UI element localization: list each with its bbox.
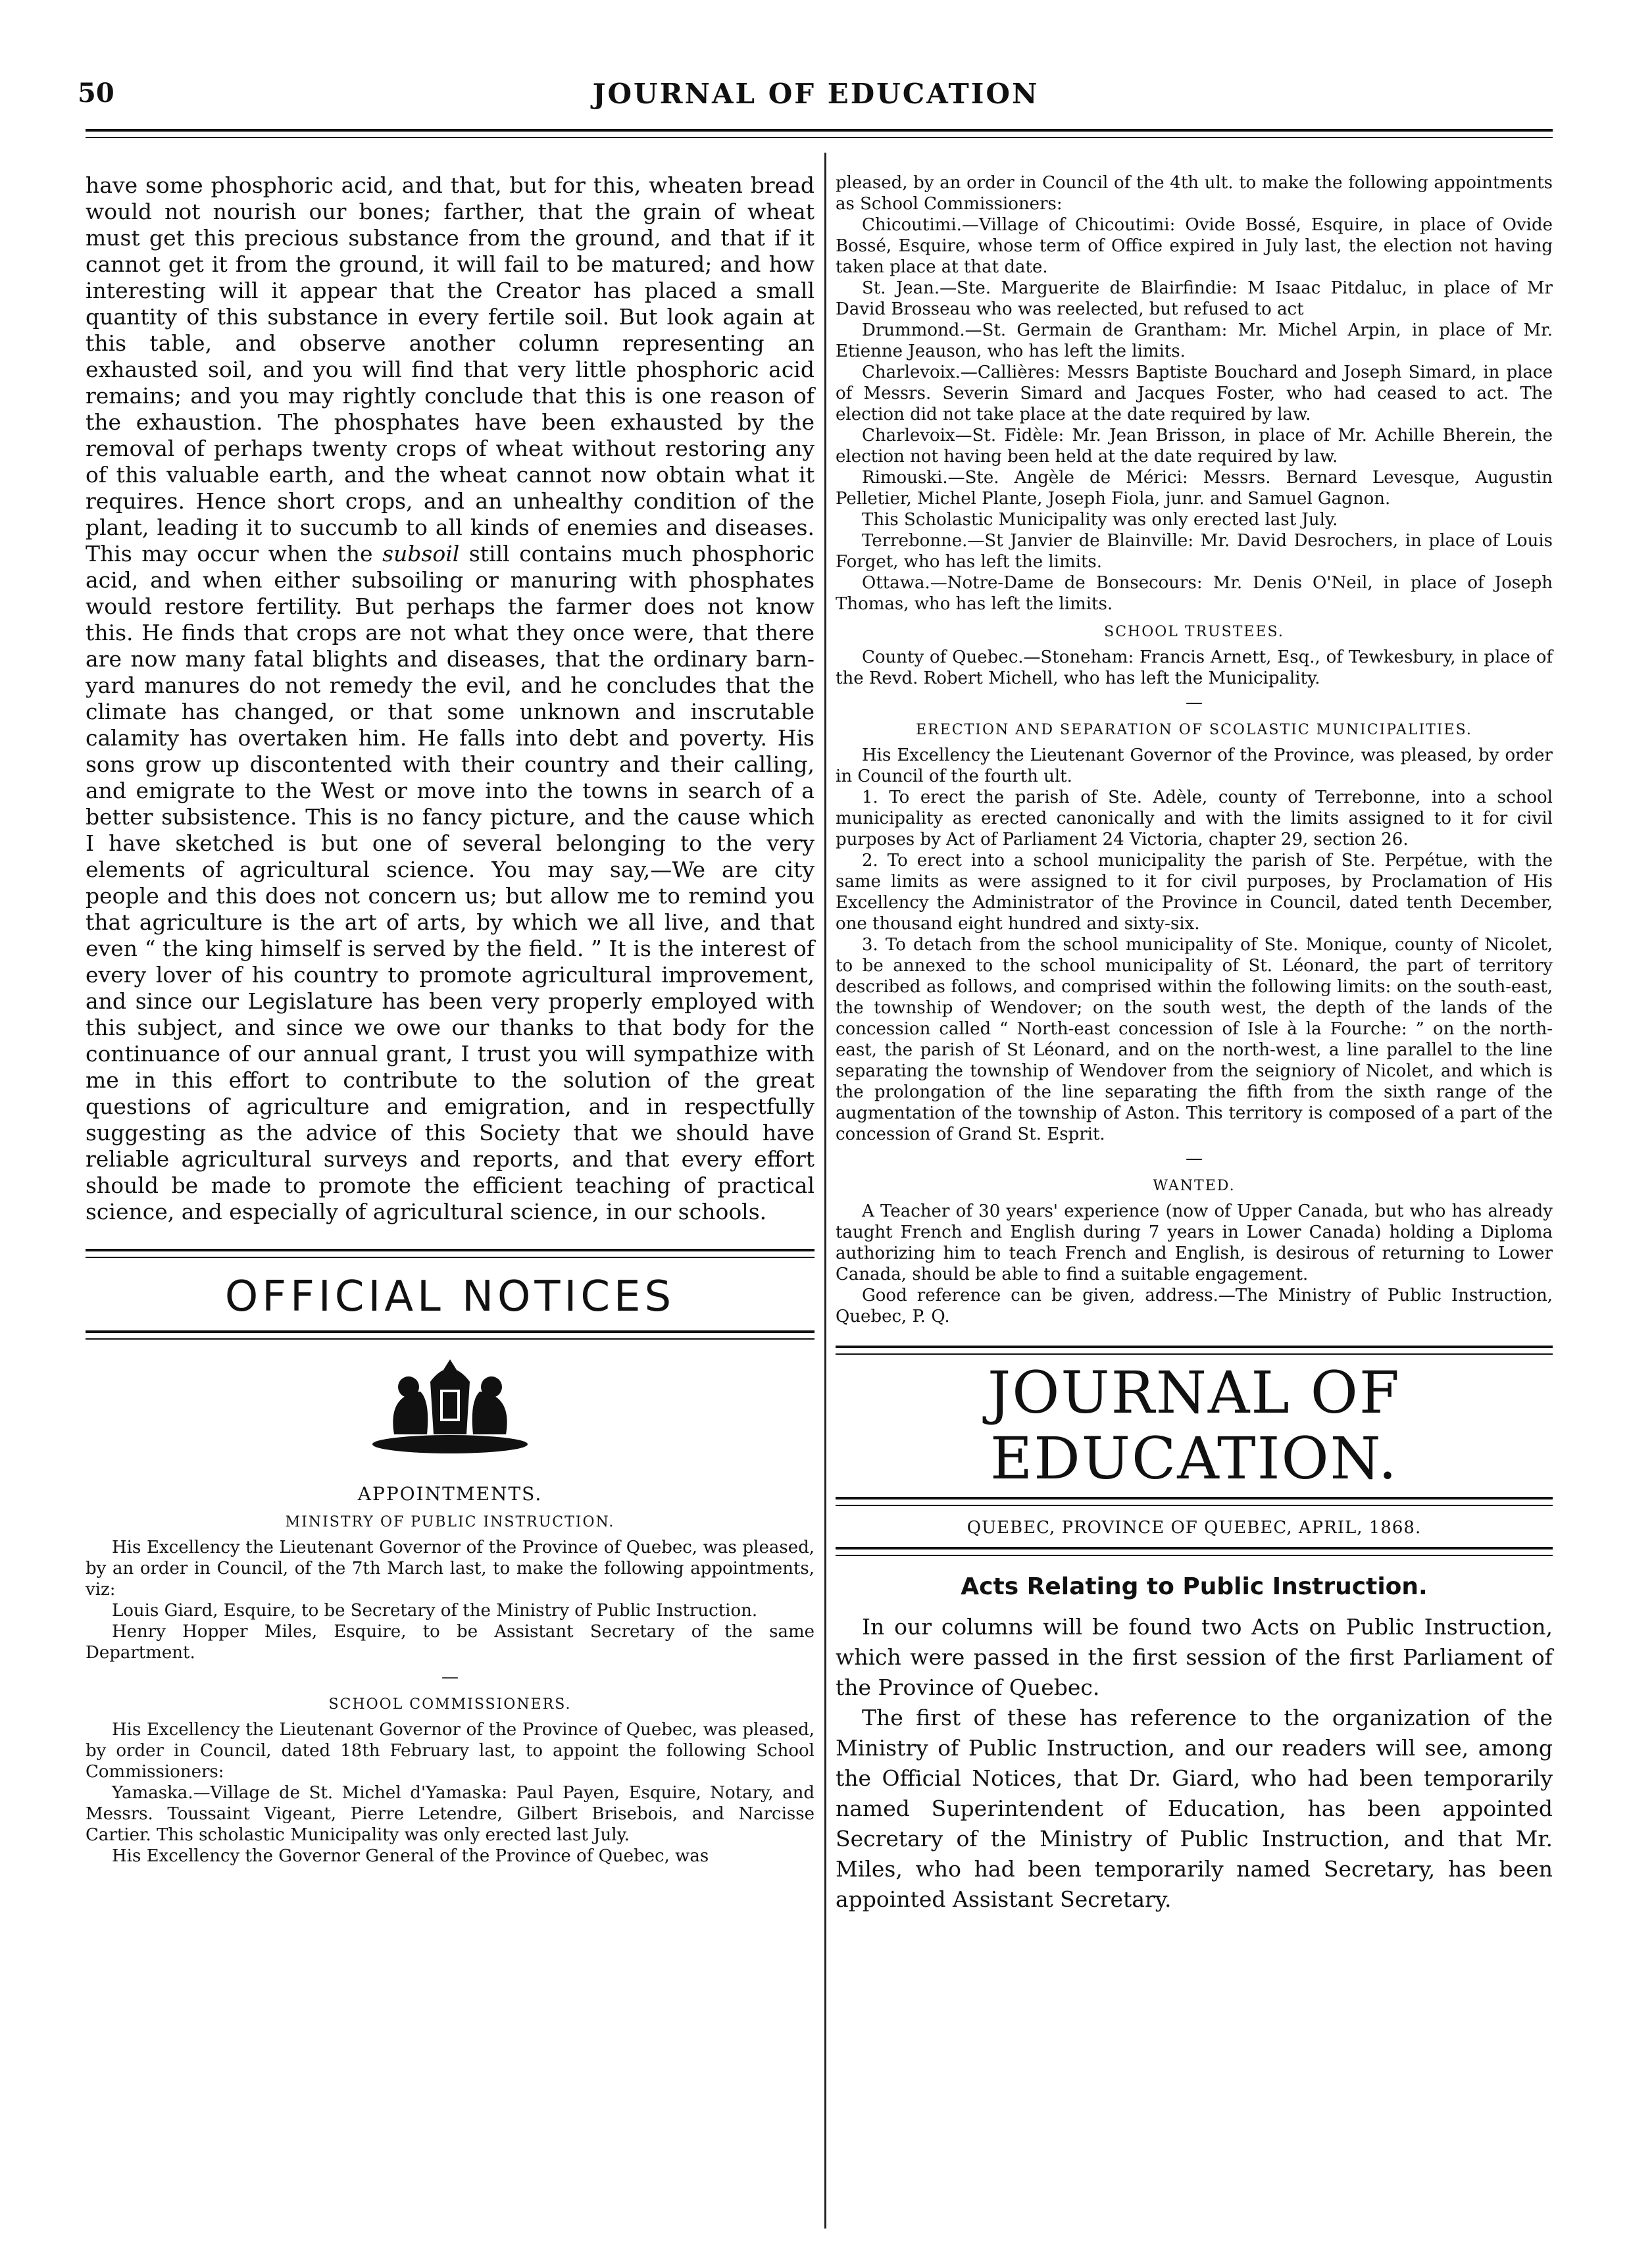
notice-paragraph: Good reference can be given, address.—The Ministry of Public Instruction, Quebec, P. Q. <box>836 1286 1553 1326</box>
wanted-heading: WANTED. <box>1153 1178 1236 1194</box>
erection-heading: ERECTION AND SEPARATION OF SCOLASTIC MUNICIPALITIES. <box>916 722 1472 738</box>
article-text-part-1: have some phosphoric acid, and that, but for this, wheaten bread would not nourish our bones; farther, that the grain of wheat must get this precious substance from the ground, and that if it cannot get it from the ground, it will fail to be matured; and how interesting will it appear that the Creator has placed a small quantity of this substance in every fertile soil. But look again at this table, and observe another column representing an exhausted soil, and you will find that very little phosphoric acid remains; and you may rightly conclude that this is one reason of the exhaustion. The phosphates have been exhausted by the removal of perhaps twenty crops of wheat without restoring any of this valuable earth, and the wheat cannot now obtain what it requires. Hence short crops, and an unhealthy condition of the plant, leading it to succumb to all kinds of enemies and diseases. This may occur when the <box>86 172 814 567</box>
notice-paragraph: His Excellency the Lieutenant Governor of the Province, was pleased, by order in Council of the fourth ult. <box>836 745 1553 786</box>
commissioner-appointments <box>836 172 1553 615</box>
page-header <box>72 78 1559 117</box>
header-rule-bottom <box>86 137 1553 138</box>
page-number: 50 <box>78 78 114 109</box>
separator-dash: — <box>1186 693 1203 713</box>
notice-paragraph: Chicoutimi.—Village of Chicoutimi: Ovide Bossé, Esquire, in place of Ovide Bossé, Esquire, whose term of Office expired in July last, the election not having taken place at that date. <box>836 215 1553 277</box>
acts-article <box>836 1612 1553 1915</box>
notice-paragraph: His Excellency the Governor General of the Province of Quebec, was <box>112 1846 709 1866</box>
notice-paragraph: Charlevoix—St. Fidèle: Mr. Jean Brisson, in place of Mr. Achille Bherein, the election not having been held at the date required by law. <box>836 426 1553 466</box>
notice-paragraph: Drummond.—St. Germain de Grantham: Mr. Michel Arpin, in place of Mr. Etienne Jeauson, who has left the limits. <box>836 320 1553 361</box>
notice-paragraph: pleased, by an order in Council of the 4th ult. to make the following appointments as School Commissioners: <box>836 173 1553 214</box>
official-notices-title: OFFICIAL NOTICES <box>224 1273 676 1321</box>
dateline: QUEBEC, PROVINCE OF QUEBEC, APRIL, 1868. <box>966 1518 1422 1538</box>
right-column <box>836 172 1553 1915</box>
notice-paragraph: His Excellency the Lieutenant Governor of the Province of Quebec, was pleased, by an order in Council, of the 7th March last, to make the following appointments, viz: <box>86 1538 814 1600</box>
erection-notices <box>836 745 1553 1145</box>
commissioner-notices <box>86 1719 814 1867</box>
article-paragraph: In our columns will be found two Acts on Public Instruction, which were passed in the first session of the first Parliament of the Province of Quebec. <box>836 1614 1553 1700</box>
section-rule <box>836 1497 1553 1506</box>
section-rule <box>836 1547 1553 1556</box>
article-text-part-2: still contains much phosphoric acid, and when either subsoiling or manuring with phosphates would restore fertility. But perhaps the farmer does not know this. He finds that crops are not what they once were, that there are now many fatal blights and diseases, that the ordinary barn-yard manures do not remedy the evil, and he concludes that the climate has changed, or that some unknown and inscrutable calamity has overtaken him. He falls into debt and poverty. His sons grow up discontented with their country and their calling, and emigrate to the West or move into the towns in search of a better subsistence. This is no fancy picture, and the cause which I have sketched is but one of several belonging to the very elements of agricultural science. You may say,—We are city people and this does not concern us; but allow me to remind you that agriculture is the art of arts, by which we all live, and that even “ the king himself is served by the field. ” It is the interest of every lover of his country to promote agricultural improvement, and since our Legislature has been very properly employed with this subject, and since we owe our thanks to that body for the continuance of our annual grant, I trust you will sympathize with me in this effort to contribute to the solution of the great questions of agriculture and emigration, and in respectfully suggesting as the advice of this Society that we should have reliable agricultural surveys and reports, and that every effort should be made to promote the efficient teaching of practical science, and especially of agricultural science, in our schools. <box>86 541 815 1224</box>
notice-paragraph: Rimouski.—Ste. Angèle de Mérici: Messrs. Bernard Levesque, Augustin Pelletier, Michel Plante, Joseph Fiola, junr. and Samuel Gagnon. <box>836 468 1553 509</box>
notice-paragraph: 3. To detach from the school municipality of Ste. Monique, county of Nicolet, to be annexed to the school municipality of St. Léonard, the part of territory described as follows, and comprised within the following limits: on the south-east, the township of Wendover; on the south west, the depth of the lands of the concession called “ North-east concession of Isle à la Fourche: ” on the north-east, the parish of St Léonard, and on the north-west, a line parallel to the line separating the township of Wendover from the seigniory of Nicolet, and which is the prolongation of the line separating the fifth from the sixth range of the augmentation of the township of Aston. This territory is composed of a part of the concession of Grand St. Esprit. <box>836 935 1553 1144</box>
notice-paragraph: Terrebonne.—St Janvier de Blainville: Mr. David Desrochers, in place of Louis Forget, who has left the limits. <box>836 531 1553 572</box>
journal-section-title: JOURNAL OF EDUCATION. <box>987 1359 1401 1492</box>
header-rule-top <box>86 129 1553 132</box>
notice-paragraph: St. Jean.—Ste. Marguerite de Blairfindie: M Isaac Pitdaluc, in place of Mr David Brosseau who was reelected, but refused to act <box>836 278 1553 319</box>
article-italic-subsoil: subsoil <box>382 541 460 567</box>
wanted-notice <box>836 1201 1553 1327</box>
notice-paragraph: This Scholastic Municipality was only erected last July. <box>862 510 1338 530</box>
school-commissioners-heading: SCHOOL COMMISSIONERS. <box>328 1696 572 1713</box>
agriculture-article <box>86 172 814 1225</box>
appointments-heading: APPOINTMENTS. <box>357 1483 543 1505</box>
trustees-notice <box>836 647 1553 689</box>
journal-running-title: JOURNAL OF EDUCATION <box>592 78 1040 110</box>
notice-paragraph: Charlevoix.—Callières: Messrs Baptiste Bouchard and Joseph Simard, in place of Messrs. Severin Simard and Jacques Foster, who had ceased to act. The election did not take place at the date required by law. <box>836 363 1553 424</box>
royal-crest-icon <box>368 1355 532 1467</box>
ministry-notices <box>86 1537 814 1663</box>
notice-paragraph: 1. To erect the parish of Ste. Adèle, county of Terrebonne, into a school municipality as erected canonically and with the limits assigned to it for civil purposes by Act of Parliament 24 Victoria, chapter 29, section 26. <box>836 788 1553 849</box>
notice-paragraph: Yamaska.—Village de St. Michel d'Yamaska: Paul Payen, Esquire, Notary, and Messrs. Toussaint Vigeant, Pierre Letendre, Gilbert Brisebois, and Narcisse Cartier. This scholastic Municipality was only erected last July. <box>86 1783 814 1845</box>
left-column <box>86 172 814 1867</box>
section-rule <box>836 1346 1553 1355</box>
notice-paragraph: Henry Hopper Miles, Esquire, to be Assistant Secretary of the same Department. <box>86 1622 814 1663</box>
article-paragraph: The first of these has reference to the organization of the Ministry of Public Instruction, and our readers will see, among the Official Notices, that Dr. Giard, who had been temporarily named Superintendent of Education, has been appointed Secretary of the Ministry of Public Instruction, and that Mr. Miles, who had been temporarily named Secretary, has been appointed Assistant Secretary. <box>836 1705 1553 1912</box>
section-rule <box>86 1249 814 1258</box>
separator-dash: — <box>441 1667 459 1687</box>
article-heading: Acts Relating to Public Instruction. <box>961 1573 1428 1600</box>
column-separator <box>824 153 826 2229</box>
notice-paragraph: His Excellency the Lieutenant Governor of the Province of Quebec, was pleased, by order in Council, dated 18th February last, to appoint the following School Commissioners: <box>86 1720 814 1782</box>
ministry-heading: MINISTRY OF PUBLIC INSTRUCTION. <box>285 1514 615 1530</box>
school-trustees-heading: SCHOOL TRUSTEES. <box>1104 624 1284 640</box>
notice-paragraph: 2. To erect into a school municipality the parish of Ste. Perpétue, with the same limits as were assigned to it for civil purposes, by Proclamation of His Excellency the Administrator of the Province in Council, dated tenth December, one thousand eight hundred and sixty-six. <box>836 851 1553 934</box>
notice-paragraph: Louis Giard, Esquire, to be Secretary of the Ministry of Public Instruction. <box>112 1601 758 1621</box>
section-rule <box>86 1330 814 1340</box>
separator-dash: — <box>1186 1149 1203 1169</box>
notice-paragraph: County of Quebec.—Stoneham: Francis Arnett, Esq., of Tewkesbury, in place of the Revd. Robert Michell, who has left the Municipality. <box>836 647 1553 688</box>
notice-paragraph: A Teacher of 30 years' experience (now of Upper Canada, but who has already taught French and English during 7 years in Lower Canada) holding a Diploma authorizing him to teach French and English, is desirous of returning to Lower Canada, should be able to find a suitable engagement. <box>836 1201 1553 1284</box>
newspaper-page <box>72 0 1559 2268</box>
article-paragraph <box>86 172 814 1225</box>
notice-paragraph: Ottawa.—Notre-Dame de Bonsecours: Mr. Denis O'Neil, in place of Joseph Thomas, who has left the limits. <box>836 573 1553 614</box>
